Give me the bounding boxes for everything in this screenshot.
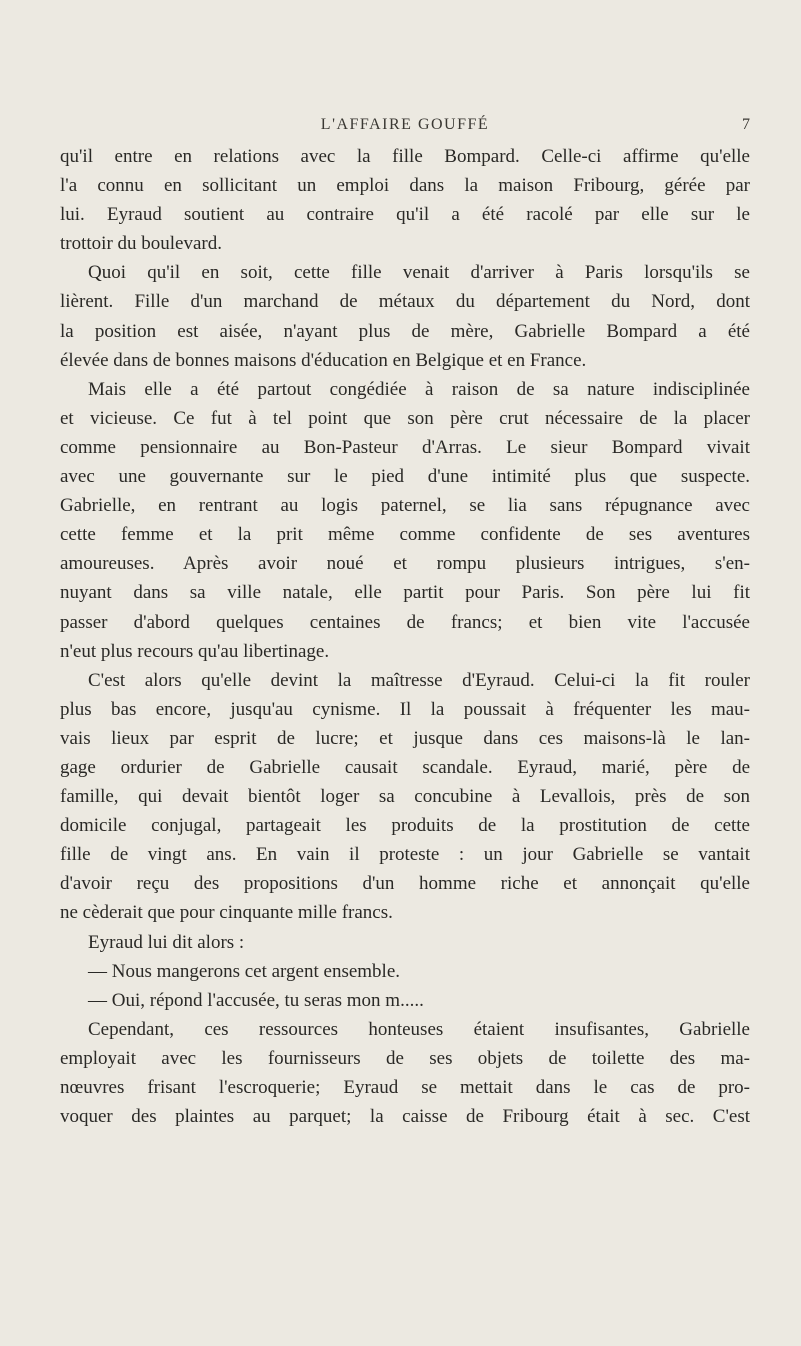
text-line: — Nous mangerons cet argent ensemble. xyxy=(88,960,401,982)
text-line: — Oui, répond l'accusée, tu seras mon m..... xyxy=(88,989,424,1011)
text-line: comme pensionnaire au Bon-Pasteur d'Arras. Le sieur Bompard vivait xyxy=(60,436,750,458)
text-line: l'a connu en sollicitant un emploi dans la maison Fribourg, gérée par xyxy=(60,175,750,197)
text-line: lui. Eyraud soutient au contraire qu'il a été racolé par elle sur le xyxy=(60,204,750,226)
text-line: et vicieuse. Ce fut à tel point que son père crut nécessaire de la placer xyxy=(60,407,750,429)
text-line: Gabrielle, en rentrant au logis paternel, se lia sans répugnance avec xyxy=(60,495,750,517)
text-line: cette femme et la prit même comme confidente de ses aventures xyxy=(60,524,750,546)
text-line: lièrent. Fille d'un marchand de métaux du département du Nord, dont xyxy=(60,291,750,313)
text-line: élevée dans de bonnes maisons d'éducation en Belgique et en France. xyxy=(60,349,587,371)
text-line: n'eut plus recours qu'au libertinage. xyxy=(60,640,330,662)
text-line: famille, qui devait bientôt loger sa concubine à Levallois, près de son xyxy=(60,786,750,808)
text-line: passer d'abord quelques centaines de francs; et bien vite l'accusée xyxy=(60,611,750,633)
text-line: avec une gouvernante sur le pied d'une intimité plus que suspecte. xyxy=(60,466,750,488)
text-line: d'avoir reçu des propositions d'un homme riche et annonçait qu'elle xyxy=(60,873,750,895)
text-line: voquer des plaintes au parquet; la caisse de Fribourg était à sec. C'est xyxy=(60,1106,750,1128)
text-line: employait avec les fournisseurs de ses objets de toilette des ma- xyxy=(60,1047,750,1069)
text-line: qu'il entre en relations avec la fille Bompard. Celle-ci affirme qu'elle xyxy=(60,146,750,167)
text-line: amoureuses. Après avoir noué et rompu plusieurs intrigues, s'en- xyxy=(60,553,750,575)
text-line: C'est alors qu'elle devint la maîtresse d'Eyraud. Celui-ci la fit rouler xyxy=(88,669,750,691)
text-line: ne cèderait que pour cinquante mille francs. xyxy=(60,902,393,924)
text-line: plus bas encore, jusqu'au cynisme. Il la poussait à fréquenter les mau- xyxy=(60,698,750,720)
text-line: fille de vingt ans. En vain il proteste : un jour Gabrielle se vantait xyxy=(60,844,750,866)
text-line: nuyant dans sa ville natale, elle partit pour Paris. Son père lui fit xyxy=(60,582,750,604)
text-line: la position est aisée, n'ayant plus de mère, Gabrielle Bompard a été xyxy=(60,320,750,342)
text-line: Eyraud lui dit alors : xyxy=(88,931,245,953)
text-line: nœuvres frisant l'escroquerie; Eyraud se mettait dans le cas de pro- xyxy=(60,1077,750,1098)
text-line: vais lieux par esprit de lucre; et jusque dans ces maisons-là le lan- xyxy=(60,727,750,749)
text-line: domicile conjugal, partageait les produits de la prostitution de cette xyxy=(60,815,750,837)
running-head xyxy=(60,116,750,140)
page-number: 7 xyxy=(742,116,750,133)
text-line: Cependant, ces ressources honteuses étaient insufisantes, Gabrielle xyxy=(88,1018,750,1040)
text-line: Quoi qu'il en soit, cette fille venait d'arriver à Paris lorsqu'ils se xyxy=(88,262,750,284)
text-line: Mais elle a été partout congédiée à raison de sa nature indisciplinée xyxy=(88,378,750,400)
body-text xyxy=(60,142,750,1131)
text-line: trottoir du boulevard. xyxy=(60,233,222,255)
running-title: L'AFFAIRE GOUFFÉ xyxy=(320,116,490,133)
text-line: gage ordurier de Gabrielle causait scandale. Eyraud, marié, père de xyxy=(60,756,750,778)
